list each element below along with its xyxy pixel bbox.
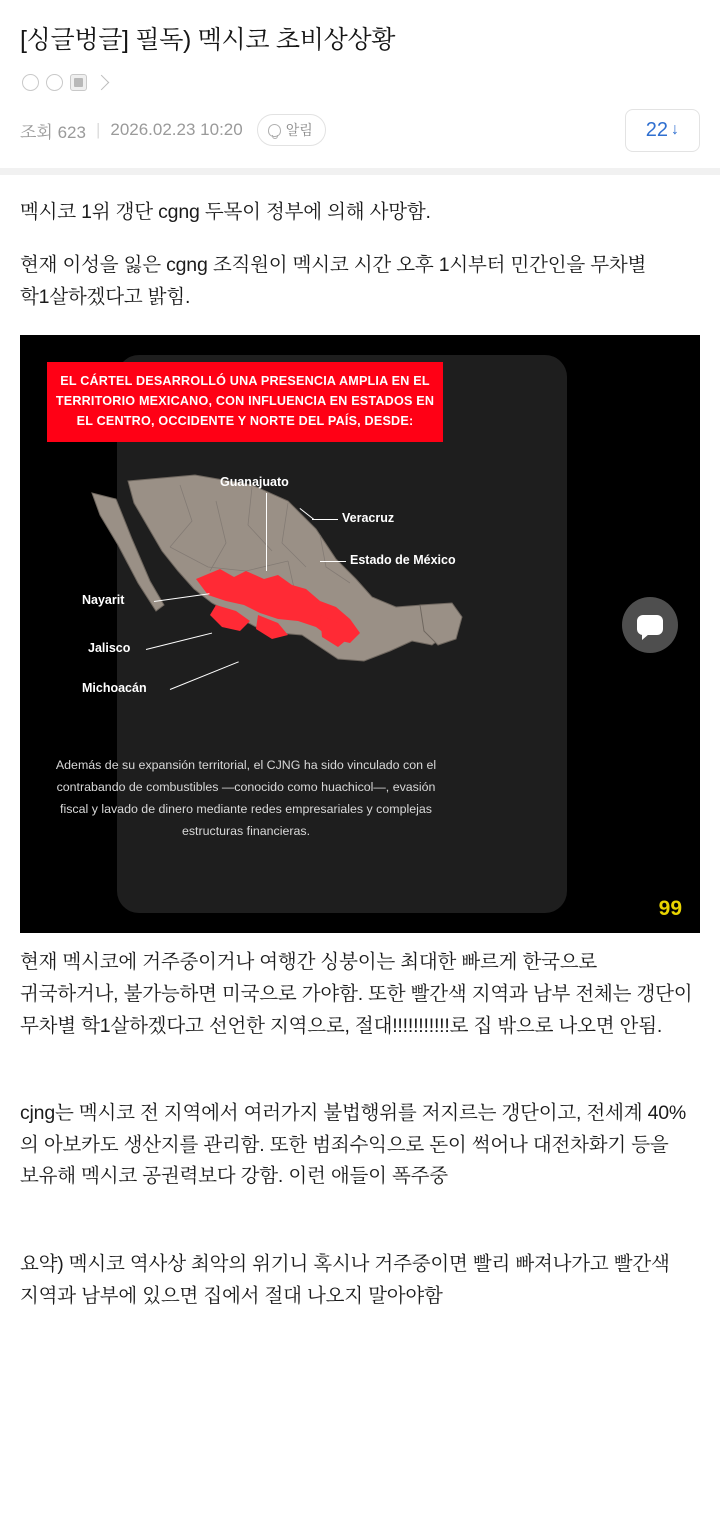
circle-icon (22, 74, 39, 91)
map-label-michoacan: Michoacán (82, 681, 147, 696)
meta-divider: | (95, 120, 101, 140)
post-meta-row (0, 109, 720, 175)
infographic-caption: Además de su expansión territorial, el CJNG ha sido vinculado con el contrabando de combustibles —conocido como huachicol—, evasión fiscal y lavado de dinero mediante redes empresariales y complejas estructuras financieras. (55, 758, 437, 838)
map-label-nayarit: Nayarit (82, 593, 125, 608)
comment-button[interactable] (622, 597, 678, 653)
post-paragraph: 멕시코 1위 갱단 cgng 두목이 정부에 의해 사망함. (20, 200, 431, 223)
post-header (0, 0, 720, 91)
leader-line (312, 519, 338, 520)
post-paragraph: 현재 이성을 잃은 cgng 조직원이 멕시코 시간 오후 1시부터 민간인을 무차별 학1살하겠다고 밝힘. (20, 254, 647, 308)
leader-line (320, 561, 346, 562)
bell-icon (268, 124, 281, 137)
view-count: 조회 623 (20, 122, 86, 142)
map-label-veracruz: Veracruz (342, 511, 395, 526)
post-body (0, 175, 720, 1312)
paragraph-spacer (20, 1215, 700, 1249)
alarm-button[interactable] (257, 114, 326, 146)
post-datetime: 2026.02.23 10:20 (110, 120, 243, 140)
circle-icon (46, 74, 63, 91)
comment-icon (637, 615, 663, 635)
post-image-figure[interactable] (20, 335, 700, 933)
chevron-down-icon: ↓ (671, 121, 679, 139)
post-paragraph: 요약) 멕시코 역사상 최악의 위기니 혹시나 거주중이면 빨리 빠져나가고 빨간색 지역과 남부에 있으면 집에서 절대 나오지 말아야함 (20, 1252, 670, 1307)
mexico-map (20, 455, 470, 745)
post-meta-left (20, 114, 326, 146)
post-paragraph: cjng는 멕시코 전 지역에서 여러가지 불법행위를 저지르는 갱단이고, 전세계 40%의 아보카도 생산지를 관리함. 또한 범죄수익으로 돈이 썩어나 대전차화기 등을 보유해 멕시코 공권력보다 강함. 이런 애들이 폭주중 (20, 1102, 687, 1188)
map-label-guanajuato: Guanajuato (220, 475, 289, 490)
vote-button[interactable] (625, 109, 700, 152)
cjng-infographic (20, 335, 700, 933)
alarm-label: 알림 (285, 122, 313, 139)
image-icon (70, 74, 87, 91)
map-label-jalisco: Jalisco (88, 641, 131, 656)
post-paragraph: 현재 멕시코에 거주중이거나 여행간 싱붕이는 최대한 빠르게 한국으로 귀국하거나, 불가능하면 미국으로 가야함. 또한 빨간색 지역과 남부 전체는 갱단이 무차별 학1살하겠다고 선언한 지역으로, 절대!!!!!!!!!!!로 집 밖으로 나오면 안됨. (20, 951, 693, 1037)
leader-line (266, 493, 267, 571)
vote-count: 22 (645, 118, 668, 141)
post-icon-row (22, 74, 700, 91)
corner-number: 99 (658, 897, 682, 921)
chevron-right-icon[interactable] (94, 74, 110, 90)
map-label-estado-de-mexico: Estado de México (350, 553, 456, 568)
paragraph-spacer (20, 1064, 700, 1098)
page-title: [싱글벙글] 필독) 멕시코 초비상상황 (20, 26, 396, 54)
infographic-banner: EL CÁRTEL DESARROLLÓ UNA PRESENCIA AMPLIA EN EL TERRITORIO MEXICANO, CON INFLUENCIA EN ESTADOS EN EL CENTRO, OCCIDENTE Y NORTE DEL PAÍS, DESDE: (47, 362, 443, 442)
